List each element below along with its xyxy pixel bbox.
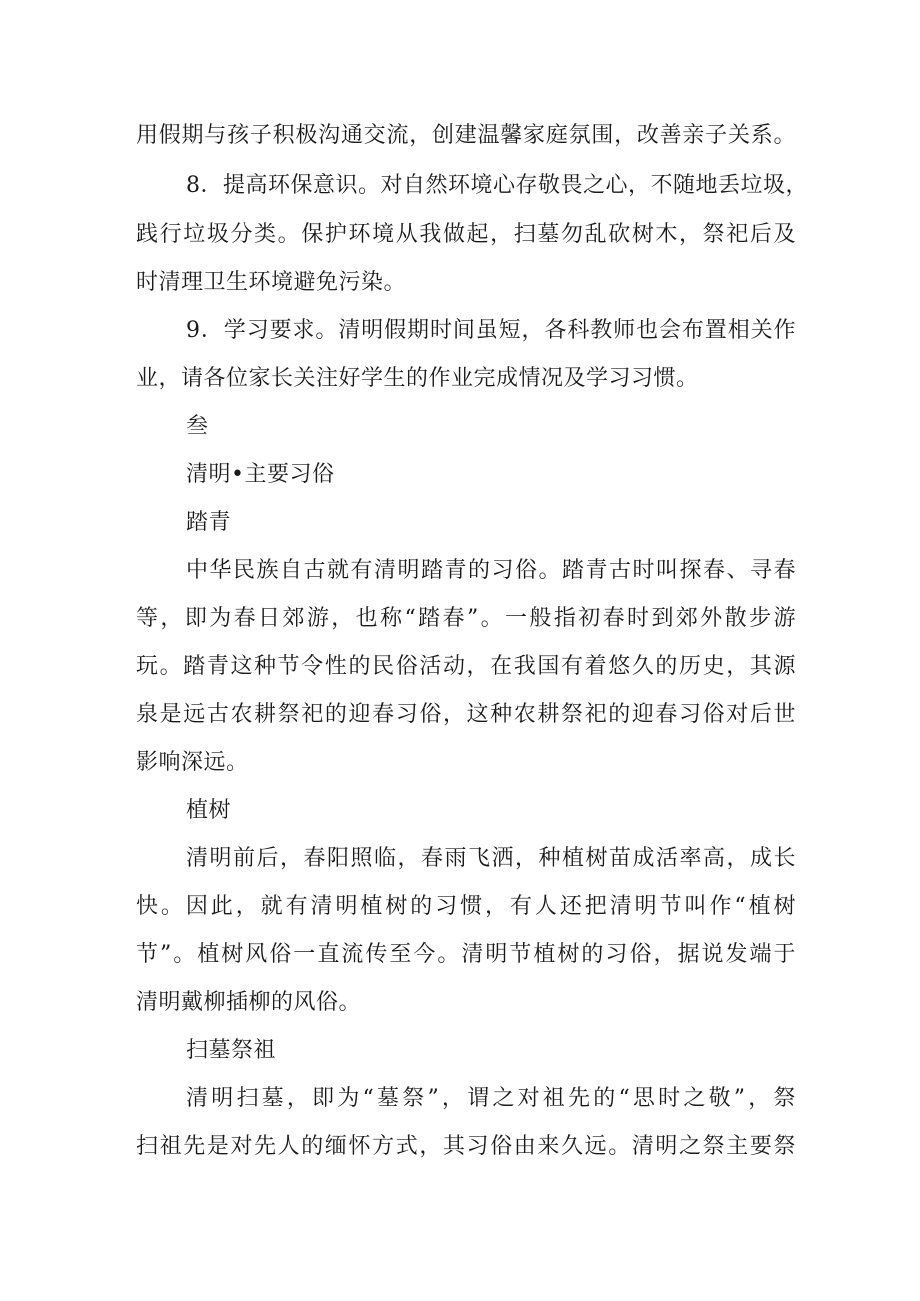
text-line: 践行垃圾分类。保护环境从我做起，扫墓勿乱砍树木，祭祀后及 bbox=[136, 222, 796, 247]
text-line: 清明扫墓，即为“墓祭”，谓之对祖先的“思时之敬”，祭 bbox=[186, 1086, 796, 1111]
section-number: 叁 bbox=[186, 414, 209, 439]
text-line: 影响深远。 bbox=[136, 750, 249, 775]
text-line: 清明前后，春阳照临，春雨飞洒，种植树苗成活率高，成长 bbox=[186, 846, 796, 871]
text-line: 中华民族自古就有清明踏青的习俗。踏青古时叫探春、寻春 bbox=[186, 558, 796, 583]
section-title: 清明•主要习俗 bbox=[186, 462, 335, 487]
text-line: 业，请各位家长关注好学生的作业完成情况及学习习惯。 bbox=[136, 366, 699, 391]
subheading-zhishu: 植树 bbox=[186, 798, 232, 823]
text-line: 节”。植树风俗一直流传至今。清明节植树的习俗，据说发端于 bbox=[136, 942, 796, 967]
text-line: 8．提高环保意识。对自然环境心存敬畏之心，不随地丢垃圾， bbox=[186, 173, 808, 198]
text-line: 清明戴柳插柳的风俗。 bbox=[136, 990, 362, 1015]
text-line: 时清理卫生环境避免污染。 bbox=[136, 270, 407, 295]
text-line: 等，即为春日郊游，也称“踏春”。一般指初春时到郊外散步游 bbox=[136, 606, 796, 631]
text-line: 快。因此，就有清明植树的习惯，有人还把清明节叫作“植树 bbox=[136, 894, 796, 919]
text-line: 9．学习要求。清明假期时间虽短，各科教师也会布置相关作 bbox=[186, 318, 796, 343]
text-line: 扫祖先是对先人的缅怀方式，其习俗由来久远。清明之祭主要祭 bbox=[136, 1134, 796, 1159]
subheading-taqing: 踏青 bbox=[186, 510, 232, 535]
subheading-saomu: 扫墓祭祖 bbox=[186, 1038, 277, 1063]
text-line: 用假期与孩子积极沟通交流，创建温馨家庭氛围，改善亲子关系。 bbox=[136, 123, 796, 148]
text-line: 泉是远古农耕祭祀的迎春习俗，这种农耕祭祀的迎春习俗对后世 bbox=[136, 702, 796, 727]
text-line: 玩。踏青这种节令性的民俗活动，在我国有着悠久的历史，其源 bbox=[136, 654, 796, 679]
